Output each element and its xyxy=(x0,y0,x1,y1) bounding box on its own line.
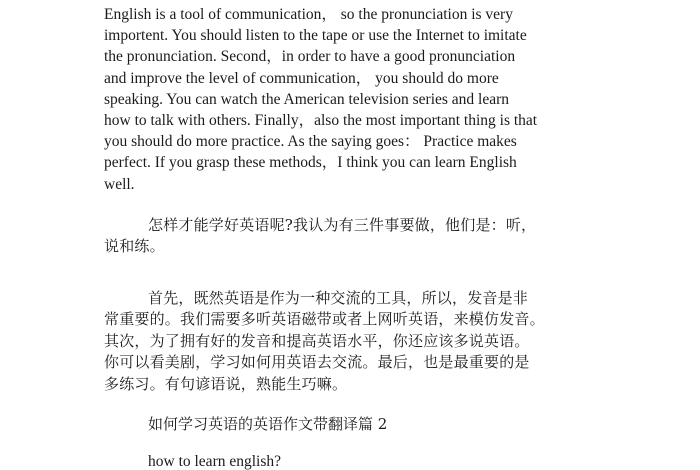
english-paragraph-line: speaking. You can watch the American television series and learn xyxy=(104,90,510,108)
english-paragraph-line: English is a tool of communication， so the pronunciation is very xyxy=(104,6,513,23)
chinese-intro-paragraph xyxy=(104,215,600,258)
english-paragraph-line: perfect. If you grasp these methods，I think you can learn English xyxy=(104,154,517,172)
english-paragraph-line: importent. You should listen to the tape or use the Internet to imitate xyxy=(104,27,527,45)
chinese-translation-paragraph xyxy=(104,288,600,395)
section-subheading: how to learn english? xyxy=(148,453,282,470)
english-paragraph xyxy=(104,4,600,195)
chinese-paragraph-line: 多练习。有句谚语说，熟能生巧嘛。 xyxy=(104,374,348,393)
chinese-paragraph-line: 常重要的。我们需要多听英语磁带或者上网听英语，来模仿发音。 xyxy=(104,310,545,329)
section-heading: 如何学习英语的英语作文带翻译篇 2 xyxy=(148,415,388,433)
english-paragraph-line: you should do more practice. As the saying goes： Practice makes xyxy=(104,133,517,151)
chinese-paragraph-line: 其次，为了拥有好的发音和提高英语水平，你还应该多说英语。 xyxy=(104,331,530,350)
english-paragraph-line: how to talk with others. Finally，also the most important thing is that xyxy=(104,112,538,130)
chinese-paragraph-line: 你可以看美剧，学习如何用英语去交流。最后，也是最重要的是 xyxy=(104,353,530,372)
english-paragraph-line: well. xyxy=(104,175,135,193)
english-paragraph-line: and improve the level of communication， you should do more xyxy=(104,69,499,87)
chinese-intro-line: 说和练。 xyxy=(104,237,165,256)
english-paragraph-line: the pronunciation. Second，in order to have a good pronunciation xyxy=(104,48,516,66)
chinese-paragraph-line: 首先，既然英语是作为一种交流的工具，所以，发音是非 xyxy=(148,289,529,307)
chinese-intro-line: 怎样才能学好英语呢?我认为有三件事要做，他们是：听， xyxy=(148,216,537,234)
